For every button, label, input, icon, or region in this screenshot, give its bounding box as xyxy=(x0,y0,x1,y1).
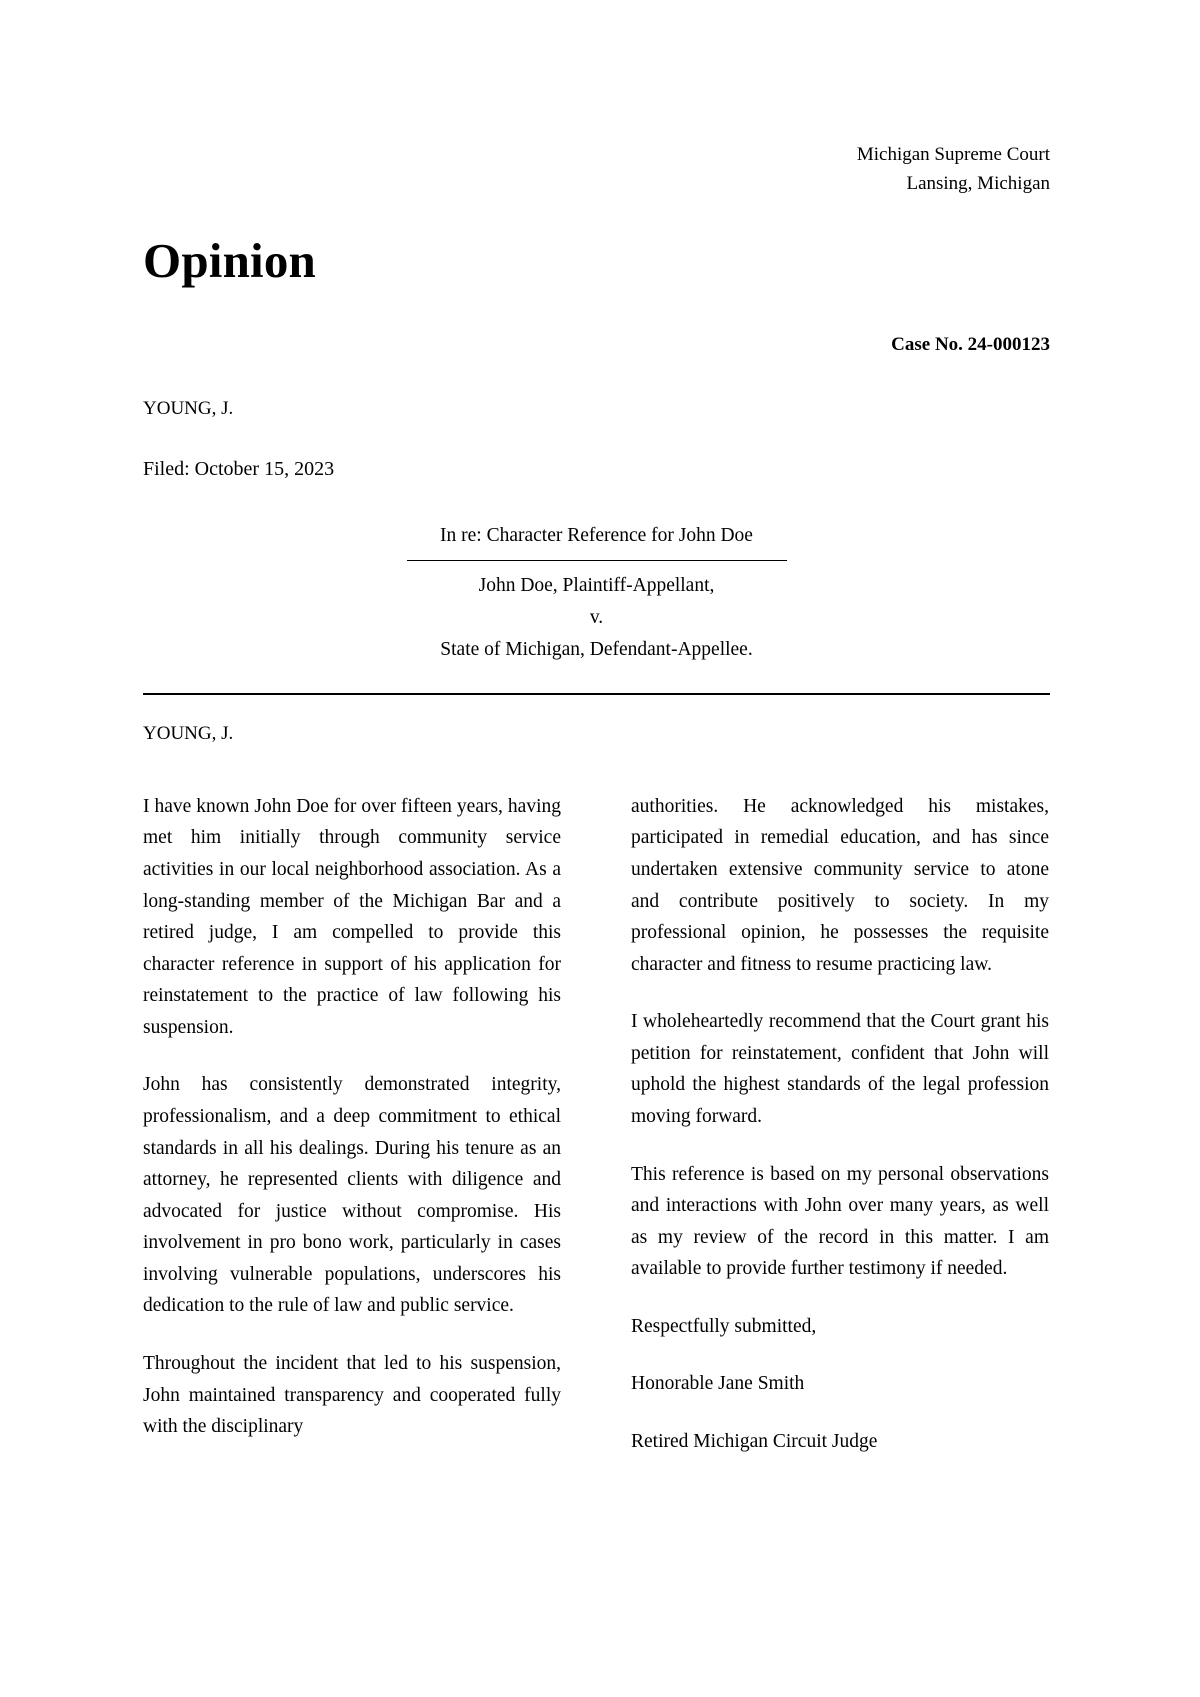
court-location: Lansing, Michigan xyxy=(906,173,1050,195)
body-paragraph: I wholeheartedly recommend that the Court grant his petition for reinstatement, confident that John will uphold the highest standards of the legal profession moving forward. xyxy=(631,1011,1049,1127)
court-name: Michigan Supreme Court xyxy=(856,144,1050,165)
body-paragraph: Throughout the incident that led to his suspension, John maintained transparency and cooperated fully with the disciplinary xyxy=(143,1353,561,1438)
caption-in-re: In re: Character Reference for John Doe xyxy=(440,525,753,547)
signatory-name: Honorable Jane Smith xyxy=(631,1373,805,1395)
section-divider xyxy=(143,693,1050,695)
body-paragraph: This reference is based on my personal observations and interactions with John over many years, as well as my review of the record in this matter. I am available to provide further testimony if needed. xyxy=(631,1163,1049,1280)
case-number: Case No. 24-000123 xyxy=(891,334,1050,356)
caption-defendant: State of Michigan, Defendant-Appellee. xyxy=(440,638,753,660)
body-left-column xyxy=(143,791,561,1484)
body-right-column xyxy=(631,791,1049,1484)
court-header xyxy=(143,140,1050,199)
body-paragraph: John has consistently demonstrated integrity, professionalism, and a deep commitment to ethical standards in all his dealings. During his tenure as an attorney, he represented clients with diligence and advocated for justice without compromise. His involvement in pro bono work, particularly in cases involving vulnerable populations, underscores his dedication to the rule of law and public service. xyxy=(143,1074,561,1317)
opinion-body xyxy=(143,791,1050,1484)
closing-salutation: Respectfully submitted, xyxy=(631,1315,817,1337)
body-paragraph: I have known John Doe for over fifteen years, having met him initially through community service activities in our local neighborhood association. As a long-standing member of the Michigan Bar and a retired judge, I am compelled to provide this character reference in support of his application for reinstatement to the practice of law following his suspension. xyxy=(143,795,561,1038)
body-paragraph: authorities. He acknowledged his mistakes, participated in remedial education, and has since undertaken extensive community service to atone and contribute positively to society. In my professional opinion, he possesses the requisite character and fitness to resume practicing law. xyxy=(631,795,1049,975)
caption-plaintiff: John Doe, Plaintiff-Appellant, xyxy=(478,574,715,596)
authoring-justice: YOUNG, J. xyxy=(143,398,234,420)
page-title: Opinion xyxy=(143,232,316,288)
filed-date: Filed: October 15, 2023 xyxy=(143,458,335,481)
case-caption xyxy=(143,521,1050,665)
opinion-author: YOUNG, J. xyxy=(143,722,234,744)
document-content xyxy=(143,0,1050,1484)
caption-versus: v. xyxy=(589,606,604,628)
caption-divider xyxy=(407,560,787,561)
signatory-title: Retired Michigan Circuit Judge xyxy=(631,1431,878,1453)
